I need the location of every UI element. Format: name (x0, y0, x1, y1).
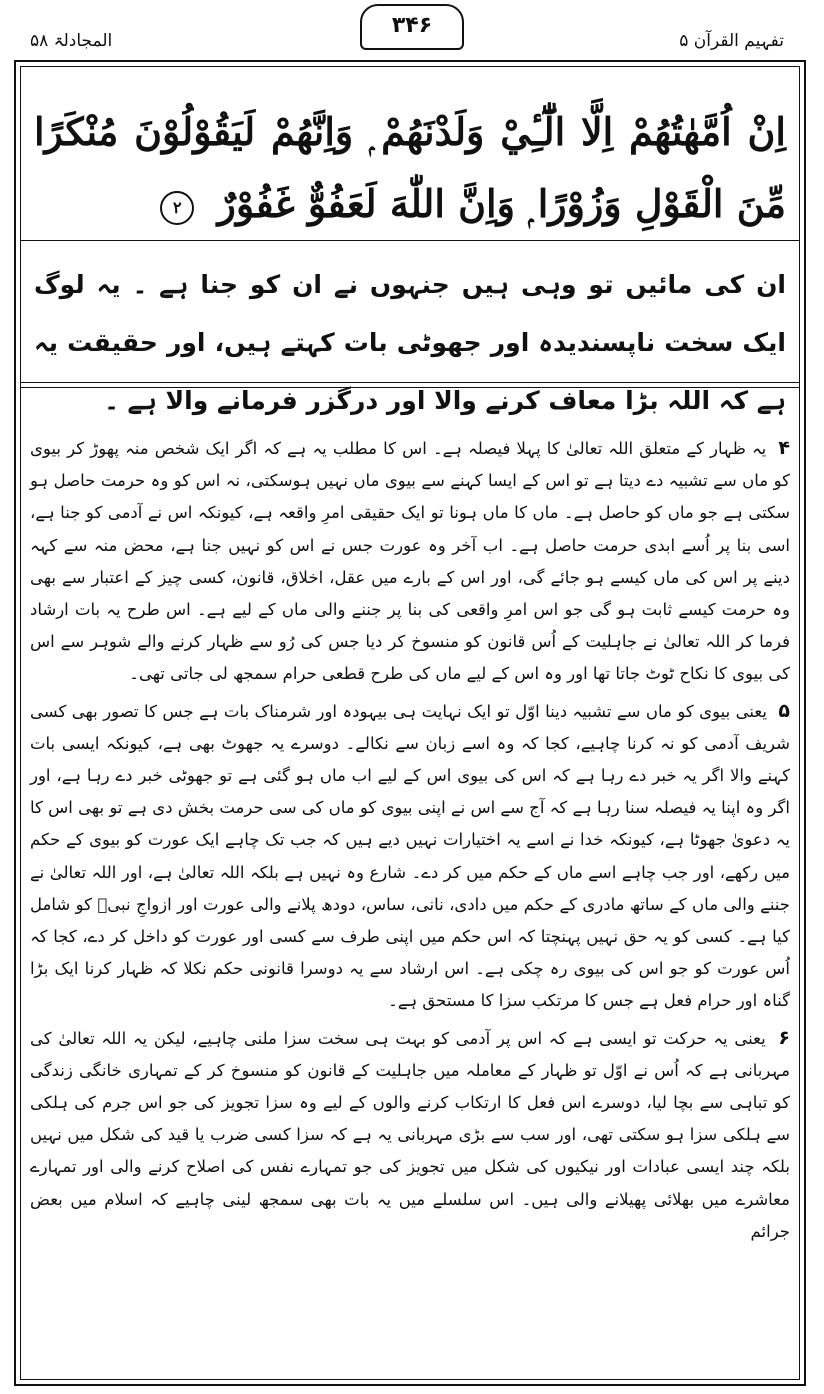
footnote-text: یہ ظہار کے متعلق اللہ تعالیٰ کا پہلا فیصلہ ہے۔ اس کا مطلب یہ ہے کہ اگر ایک شخص منہ پھوڑ کر بیوی کو ماں سے تشبیہ دے دیتا ہے تو اس کے ایسا کہنے سے بیوی ماں نہیں ہوسکتی، نہ اس کو وہ حرمت حاصل ہو سکتی ہے جو ماں کو حاصل ہے۔ ماں کا ماں ہونا تو ایک حقیقی امرِ واقعہ ہے، کیونکہ اس نے آدمی کو جنا ہے، اسی بنا پر اُسے ابدی حرمت حاصل ہے۔ اب آخر وہ عورت جس نے اس کو نہیں جنا ہے، محض منہ سے کہہ دینے پر اس کی ماں کیسے ہو جائے گی، اور اس کے بارے میں عقل، اخلاق، قانون، کسی چیز کے اعتبار سے بھی وہ حرمت کیسے ثابت ہو گی جو اس امرِ واقعی کی بنا پر جننے والی ماں کے لیے ہے۔ اس طرح یہ بات ارشاد فرما کر اللہ تعالیٰ نے جاہلیت کے اُس قانون کو منسوخ کر دیا جس کی رُو سے ظہار کرنے والے شوہر سے اس کی بیوی کا نکاح ٹوٹ جاتا تھا اور وہ اس کے لیے ماں کی طرح قطعی حرام سمجھ لی جاتی تھی۔ (30, 439, 790, 684)
footnotes (30, 432, 790, 1252)
footnote-text: یعنی یہ حرکت تو ایسی ہے کہ اس پر آدمی کو بہت ہی سخت سزا ملنی چاہیے، لیکن یہ اللہ تعالیٰ کی مہربانی ہے کہ اُس نے اوّل تو ظہار کے معاملہ میں جاہلیت کے قانون کو منسوخ کر کے تمہاری خانگی زندگی کو تباہی سے بچا لیا، دوسرے اس فعل کا ارتکاب کرنے والوں کے لیے وہ سزا تجویز کی جو اس جرم کی ہلکی سے ہلکی سزا ہو سکتی تھی، اور سب سے بڑی مہربانی یہ ہے کہ سزا کسی ضرب یا قید کی شکل میں نہیں بلکہ چند ایسی عبادات اور نیکیوں کی شکل میں تجویز کی جو تمہارے نفس کی اصلاح کرنے والی اور تمہارے معاشرے میں بھلائی پھیلانے والی ہیں۔ اس سلسلے میں یہ بات بھی سمجھ لینی چاہیے کہ اسلام میں بعض جرائم (30, 1028, 790, 1241)
footnote-5 (30, 695, 790, 1018)
footnote-text: یعنی بیوی کو ماں سے تشبیہ دینا اوّل تو ایک نہایت ہی بیہودہ اور شرمناک بات ہے جس کا تصور بھی کسی شریف آدمی کو نہ کرنا چاہیے، کجا کہ وہ اسے زبان سے نکالے۔ دوسرے یہ جھوٹ بھی ہے، کیونکہ ایسی بات کہنے والا اگر یہ خبر دے رہا ہے کہ اس کی بیوی اس کے لیے اب ماں ہو گئی ہے تو جھوٹی خبر دے رہا ہے، اور اگر وہ اپنا یہ فیصلہ سنا رہا ہے کہ آج سے اس نے اپنی بیوی کو ماں کی سی حرمت بخش دی ہے تو بھی اس کا یہ دعویٰ جھوٹا ہے، کیونکہ خدا نے اسے یہ اختیارات نہیں دیے ہیں کہ جب تک چاہے ایک عورت کو بیوی کے حکم میں رکھے، اور جب چاہے اسے ماں کے حکم میں کر دے۔ شارع وہ نہیں ہے بلکہ اللہ تعالیٰ ہے، اور اللہ تعالیٰ نے جننے والی ماں کے ساتھ مادری کے حکم میں دادی، نانی، ساس، دودھ پلانے والی عورت اور ازواجِ نبیؐ کو شامل کیا ہے۔ کسی کو یہ حق نہیں پہنچتا کہ اس حکم میں اپنی طرف سے کسی اور عورت کو داخل کر دے، کجا کہ اُس عورت کو جو اس کی بیوی رہ چکی ہے۔ اس ارشاد سے یہ دوسرا قانونی حکم نکلا کہ ظہار کرنا ایک بڑا گناہ اور حرام فعل ہے جس کا مرتکب سزا کا مستحق ہے۔ (30, 701, 790, 1011)
divider-after-translation (20, 382, 800, 383)
page-number: ۳۴۶ (360, 4, 464, 50)
page-header (0, 0, 824, 62)
footnote-number: ۵ (778, 699, 790, 722)
footnote-4 (30, 432, 790, 691)
book-title: تفہیم القرآن ۵ (679, 31, 784, 51)
footnote-number: ۶ (778, 1026, 790, 1049)
verse-translation: ان کی مائیں تو وہی ہیں جنہوں نے ان کو جنا ہے ۔ یہ لوگ ایک سخت ناپسندیدہ اور جھوٹی بات کہتے ہیں، اور حقیقت یہ ہے کہ اللہ بڑا معاف کرنے والا اور درگزر فرمانے والا ہے ۔ (34, 270, 786, 415)
arabic-verse-text: اِنْ اُمَّهٰتُهُمْ اِلَّا الّٰٓـِٔيْ وَلَدْنَهُمْ ۭ وَاِنَّهُمْ لَيَقُوْلُوْنَ مُنْكَرًا مِّنَ الْقَوْلِ وَزُوْرًا ۭ وَاِنَّ اللّٰهَ لَعَفُوٌّ غَفُوْرٌ (34, 109, 786, 226)
divider-after-verse (20, 240, 800, 241)
divider-after-translation-double (20, 387, 800, 388)
arabic-verse (34, 96, 786, 240)
footnote-6 (30, 1022, 790, 1248)
footnote-number: ۴ (778, 437, 791, 459)
ayah-number-marker: ۲ (160, 191, 194, 225)
surah-page-label: المجادلۃ ۵۸ (30, 31, 113, 51)
